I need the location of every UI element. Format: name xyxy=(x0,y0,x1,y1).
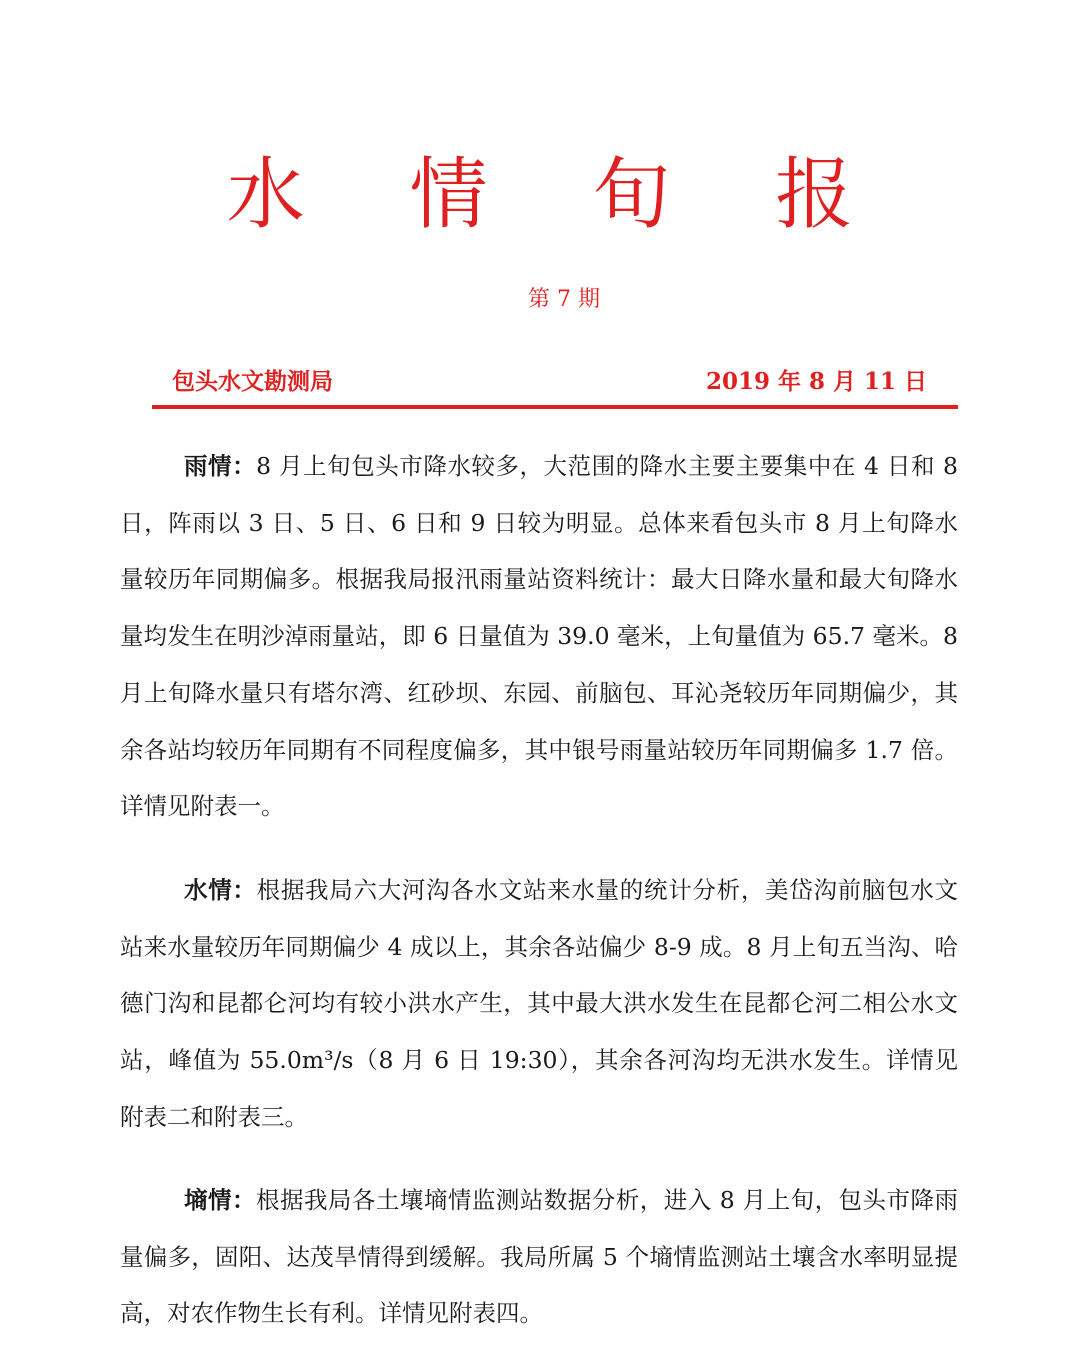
water-label: 水情： xyxy=(184,876,257,904)
soil-label: 墒情： xyxy=(184,1186,256,1214)
soil-text: 根据我局各土壤墒情监测站数据分析，进入 8 月上旬，包头市降雨量偏多，固阳、达茂旱情得到缓解。我局所属 5 个墒情监测站土壤含水率明显提高，对农作物生长有利。详情见附表四。 xyxy=(120,1186,959,1328)
issue-number: 第 7 期 xyxy=(528,287,600,312)
soil-section xyxy=(120,1172,958,1342)
header-divider xyxy=(152,405,958,409)
water-section xyxy=(120,862,958,1146)
water-text-before: 根据我局六大河沟各水文站来水量的统计分析，美岱沟前脑包水文站来水量较历年同期偏少 4 成以上，其余各站偏少 8-9 成。8 月上旬五当沟、哈德门沟和昆都仑河均有较小洪水产生，其中最大洪水发生在昆都仑河二相公水文站，峰值为 55.0 xyxy=(120,876,959,1075)
report-title: 水 情 旬 报 xyxy=(226,150,894,240)
flow-unit: m³/s xyxy=(301,1046,354,1075)
rain-text: 8 月上旬包头市降水较多，大范围的降水主要主要集中在 4 日和 8 日，阵雨以 3 日、5 日、6 日和 9 日较为明显。总体来看包头市 8 月上旬降水量较历年同期偏多。根据我局报汛雨量站资料统计：最大日降水量和最大旬降水量均发生在明沙淖雨量站，即 6 日量值为 39.0 毫米，上旬量值为 65.7 毫米。8 月上旬降水量只有塔尔湾、红砂坝、东园、前脑包、耳沁尧较历年同期偏少，其余各站均较历年同期有不同程度偏多，其中银号雨量站较历年同期偏多 1.7 倍。详情见附表一。 xyxy=(120,452,959,821)
issuing-agency: 包头水文勘测局 xyxy=(172,368,333,395)
rain-section xyxy=(120,438,958,835)
water-text-after: （8 月 6 日 19:30），其余各河沟均无洪水发生。详情见附表二和附表三。 xyxy=(120,1046,958,1131)
rain-label: 雨情： xyxy=(184,452,257,480)
report-date: 2019 年 8 月 11 日 xyxy=(706,368,928,395)
